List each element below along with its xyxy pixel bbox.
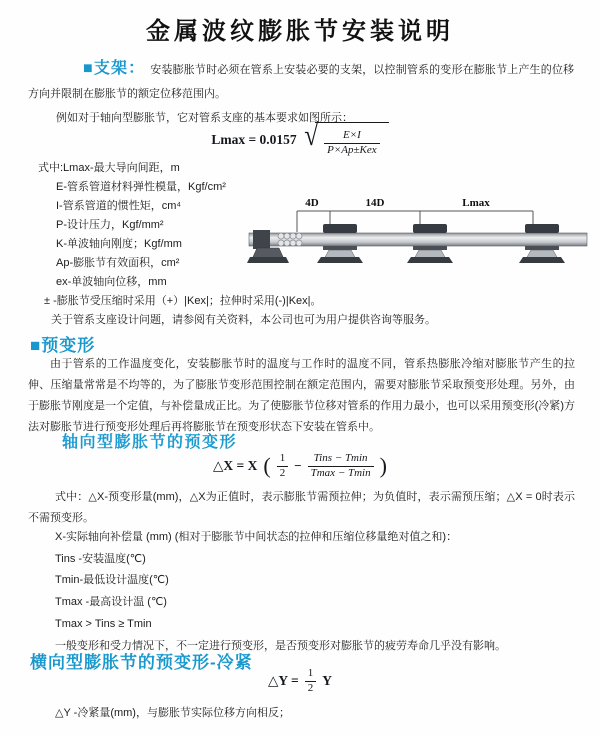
temperature-fraction — [308, 452, 374, 480]
radicand — [315, 122, 389, 157]
support-section-label: ■支架： — [83, 60, 146, 77]
temperature-inequality: Tmax > Tins ≥ Tmin — [55, 617, 152, 630]
predeform-section-header: ■预变形 — [30, 336, 96, 355]
guide-spacing-formula — [0, 119, 600, 157]
dim-label-4d: 4D — [305, 197, 319, 209]
dim-label-lmax: Lmax — [462, 197, 490, 209]
sqrt-radical — [303, 119, 389, 157]
support-intro-paragraph — [28, 57, 574, 106]
support-example-line: 例如对于轴向型膨胀节，它对管系支座的基本要求如图所示： — [56, 112, 353, 124]
right-paren: ) — [379, 453, 387, 478]
radicand-numerator: E×I — [342, 129, 361, 141]
x-definition-line: X-实际轴向补偿量 (mm) (相对于膨胀节中间状态的拉伸和压缩位移量绝对值之和)： — [55, 531, 458, 543]
predeform-paragraph: 由于管系的工作温度变化，安装膨胀节时的温度与工作时的温度不同，管系热膨胀冷缩对膨胀节产生的拉伸、压缩量常常是不均等的，为了膨胀节变形范围控制在额定范围内，需要对膨胀节采取预变形处理。另外，由于膨胀节刚度是一个定值，与补偿量成正比。为了使膨胀节位移对管系的作用力最小，也可以采用预变形(冷紧)方法对膨胀节进行预变形处理后再将膨胀节在预变形状态下安装在管系中。 — [28, 358, 575, 433]
support-spacing-diagram — [243, 192, 595, 270]
fraction-denominator: 2 — [305, 681, 317, 695]
minus-sign: − — [294, 458, 302, 473]
consulting-note: 关于管系支座设计问题，请参阅有关资料，本公司也可为用户提供咨询等服务。 — [51, 314, 436, 326]
fatigue-note-line: 一般变形和受力情况下，不一定进行预变形，是否预变形对膨胀节的疲劳寿命几乎没有影响。 — [55, 639, 506, 652]
fraction-numerator: 1 — [307, 667, 314, 679]
page-title: 金属波纹膨胀节安装说明 — [146, 18, 454, 45]
axial-formula-explanation: 式中：△X-预变形量(mm)，△X为正值时，表示膨胀节需预拉伸；为负值时，表示需预压缩；△X = 0时表示不需预变形。 — [28, 491, 575, 524]
support-intro-text: 安装膨胀节时必须在管系上安装必要的支架，以控制管系的变形在膨胀节上产生的位移方向并限制在膨胀节的额定位移范围内。 — [28, 64, 575, 100]
sqrt-sign-icon: √ — [303, 119, 318, 152]
fraction-denominator: 2 — [277, 466, 289, 480]
axial-subheading: 轴向型膨胀节的预变形 — [62, 434, 238, 451]
dim-label-14d: 14D — [365, 197, 385, 209]
tmax-definition-line: Tmax -最高设计温 (℃) — [55, 596, 167, 609]
formula-lhs: Lmax = 0.0157 — [211, 131, 297, 147]
definition-line: ex-单波轴向位移，mm — [56, 276, 167, 288]
fraction-denominator: Tmax − Tmin — [308, 466, 374, 480]
definition-line: K-单波轴向刚度；Kgf/mm — [56, 238, 182, 250]
formula-lhs: △X = X — [213, 458, 258, 473]
fraction-numerator: 1 — [279, 452, 286, 464]
plus-minus-note: ± -膨胀节受压缩时采用（+）|Kex|；拉伸时采用(-)|Kex|。 — [44, 295, 322, 307]
tmin-definition-line: Tmin-最低设计温度(℃) — [55, 574, 169, 587]
tins-definition-line: Tins -安装温度(℃) — [55, 552, 146, 565]
formula-rhs: Y — [322, 673, 332, 688]
radicand-denominator: P×Ap±Kex — [324, 143, 380, 157]
left-paren: ( — [263, 453, 271, 478]
definition-line: Ap-膨胀节有效面积，cm² — [56, 257, 180, 269]
one-half-fraction — [277, 452, 289, 480]
cold-tightening-note: △Y -冷紧量(mm)，与膨胀节实际位移方向相反； — [55, 707, 290, 719]
axial-variable-list — [55, 527, 506, 657]
definition-line: P-设计压力，Kgf/mm² — [56, 219, 164, 231]
lateral-subheading: 横向型膨胀节的预变形-冷紧 — [30, 653, 253, 672]
radicand-fraction — [324, 129, 380, 157]
axial-predeform-formula — [0, 452, 600, 480]
fraction-numerator: Tins − Tmin — [313, 452, 368, 464]
definition-line: I-管系管道的惯性矩，cm⁴ — [56, 200, 182, 212]
definition-line: E-管系管道材料弹性模量，Kgf/cm² — [56, 181, 226, 193]
formula-lhs: △Y = — [268, 673, 299, 688]
definition-line: 式中:Lmax-最大导向间距，m — [38, 162, 180, 174]
lateral-predeform-formula — [0, 667, 600, 695]
one-half-fraction — [305, 667, 317, 695]
